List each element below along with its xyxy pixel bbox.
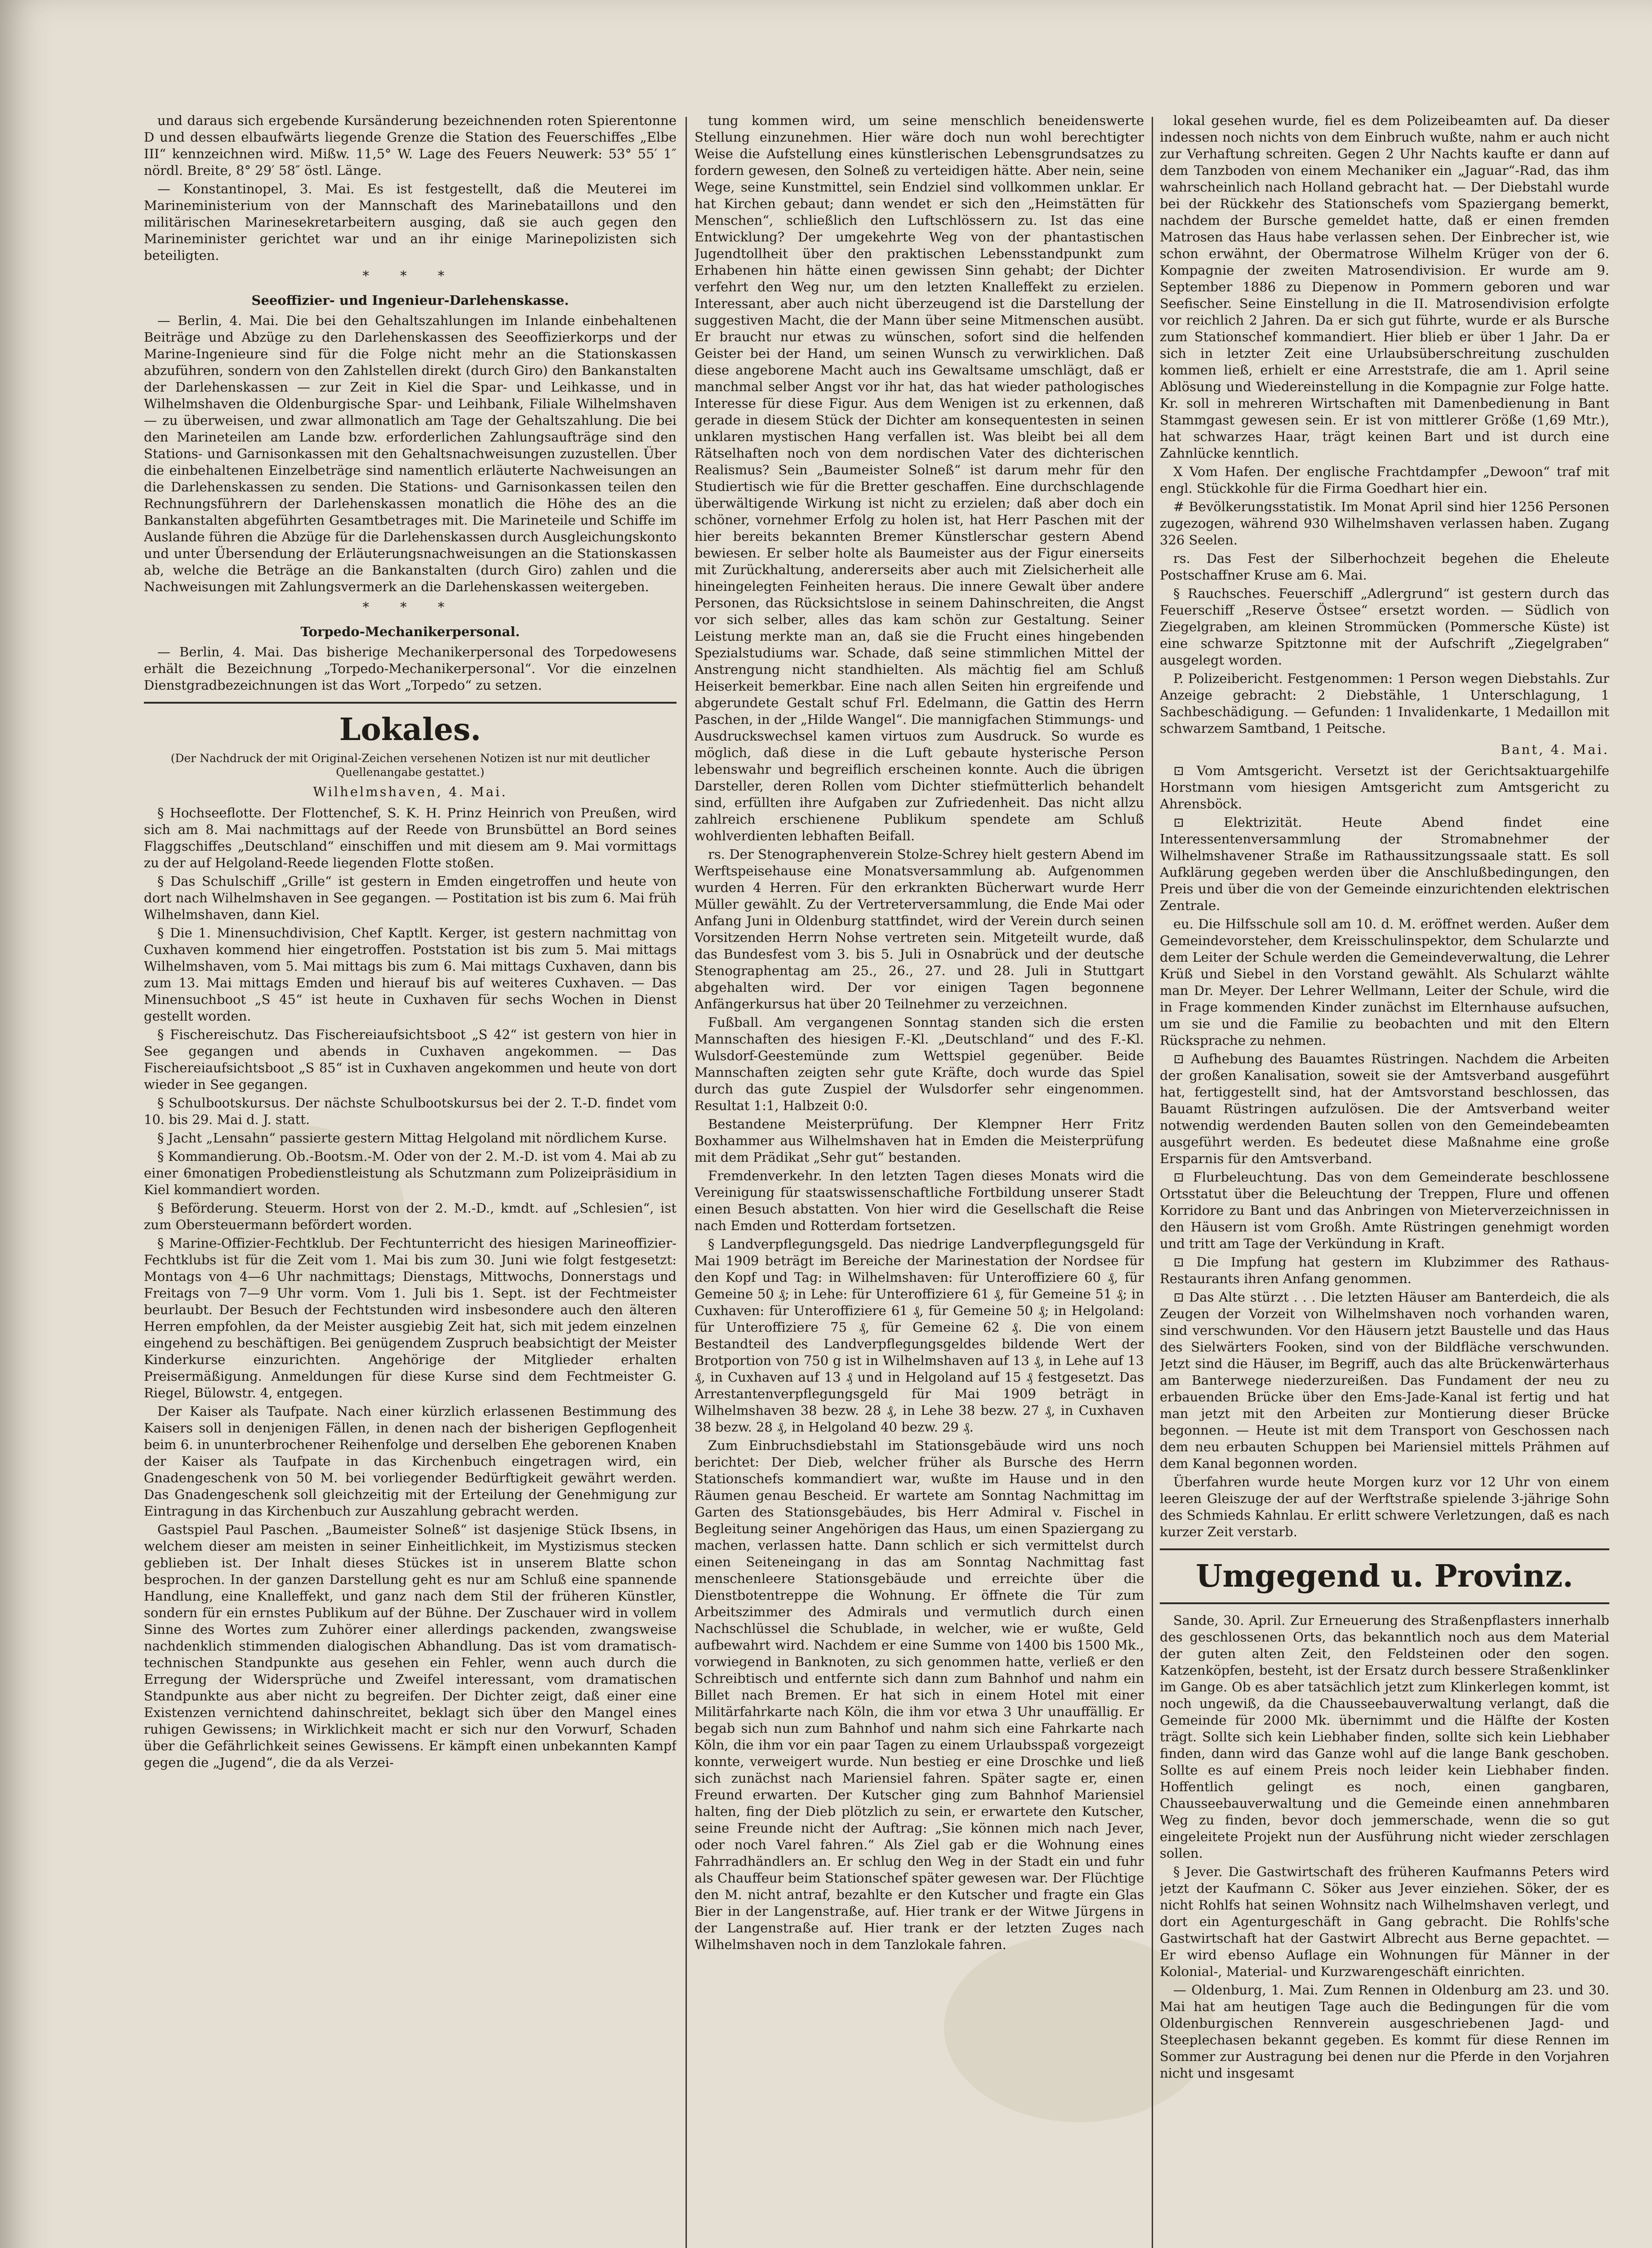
paragraph: lokal gesehen wurde, fiel es dem Polizeibeamten auf. Da dieser indessen noch nichts von dem Einbruch wußte, nahm er auch nicht zur Verhaftung schreiten. Gegen 2 Uhr Nachts kaufte er dann auf dem Tanzboden von einem Mechaniker ein „Jaguar“-Rad, das ihm wahrscheinlich nach Holland gebracht hat. — Der Diebstahl wurde bei der Rückkehr des Stationschefs vom Spaziergang bemerkt, nachdem der Bursche gemeldet hatte, daß er einen fremden Matrosen das Haus habe verlassen sehen. Der Einbrecher ist, wie schon erwähnt, der Obermatrose Wilhelm Krüger von der 6. Kompagnie der zweiten Matrosendivision. Er wurde am 9. September 1886 zu Diepenow in Pommern geboren und war Seefischer. Seine Einstellung in die II. Matrosendivision erfolgte vor reichlich 2 Jahren. Da er sich gut führte, wurde er als Bursche zum Stationschef kommandiert. Hier blieb er über 1 Jahr. Da er sich in letzter Zeit eine Urlaubsüberschreitung zuschulden kommen ließ, erhielt er eine Arreststrafe, die am 1. April seine Ablösung und Wiedereinstellung in die Kompagnie zur Folge hatte. Kr. soll in mehreren Wirtschaften mit Damenbedienung in Bant Stammgast gewesen sein. Er ist von mittlerer Größe (1,69 Mtr.), hat schwarzes Haar, trägt keinen Bart und ist durch eine Zahnlücke kenntlich. xyxy=(1160,113,1609,461)
paragraph: Fußball. Am vergangenen Sonntag standen sich die ersten Mannschaften des hiesigen F.-Kl. „Deutschland“ und des F.-Kl. Wulsdorf-Geestemünde zum Wettspiel gegenüber. Beide Mannschaften zeigten sehr gute Kräfte, doch wurde das Spiel durch das gute Zuspiel der Wulsdorfer sehr eingenommen. Resultat 1:1, Halbzeit 0:0. xyxy=(695,1015,1144,1113)
separator-stars: * * * xyxy=(362,599,458,615)
column-rule xyxy=(686,117,687,2248)
section-rule xyxy=(1160,1602,1609,1604)
section-heading: Torpedo-Mechanikerpersonal. xyxy=(300,624,520,639)
paragraph: Sande, 30. April. Zur Erneuerung des Straßenpflasters innerhalb des geschlossenen Orts, das bekanntlich noch aus dem Material der guten alten Zeit, den Feldsteinen oder den sogen. Katzenköpfen, besteht, ist der Ersatz durch bessere Straßenklinker im Gange. Ob es aber tatsächlich jetzt zum Klinkerlegen kommt, ist noch ungewiß, da die Chausseebauverwaltung verlangt, daß die Gemeinde für 2000 Mk. übernimmt und die Hälfte der Kosten trägt. Sollte sich kein Liebhaber finden, sollte sich kein Liebhaber finden, dann wird das Ganze wohl auf die lange Bank geschoben. Sollte es auf einem Preis noch leider kein Liebhaber finden. Hoffentlich gelingt es noch, einen gangbaren, Chausseebauverwaltung und die Gemeinde einen annehmbaren Weg zu finden, bevor doch jemmerschade, wenn die so gut eingeleitete Projekt nun der Ausführung nicht wieder zerschlagen sollen. xyxy=(1160,1613,1609,1861)
paragraph: § Kommandierung. Ob.-Bootsm.-M. Oder von der 2. M.-D. ist vom 4. Mai ab zu einer 6monatigen Probedienstleistung als Schutzmann zum Polizeipräsidium in Kiel kommandiert worden. xyxy=(144,1149,677,1197)
paragraph: ⊡ Die Impfung hat gestern im Klubzimmer des Rathaus-Restaurants ihren Anfang genommen. xyxy=(1160,1254,1609,1286)
paragraph: X Vom Hafen. Der englische Frachtdampfer „Dewoon“ traf mit engl. Stückkohle für die Firma Goedhart hier ein. xyxy=(1160,464,1609,496)
column-rule xyxy=(1152,117,1153,2248)
paragraph: — Konstantinopel, 3. Mai. Es ist festgestellt, daß die Meuterei im Marineministerium von der Mannschaft des Marinebataillons und den militärischen Marinesekretarbeitern ausging, daß sie auch gegen den Marineminister gerichtet war und an ihr einige Marinepolizisten sich beteiligten. xyxy=(144,181,677,263)
paragraph: ⊡ Elektrizität. Heute Abend findet eine Interessentenversammlung der Stromabnehmer der Wilhelmshavener Straße im Rathaussitzungssaale statt. Es soll Aufklärung gegeben werden über die Anschlußbedingungen, den Preis und über die von der Gemeinde einzurichtenden elektrischen Zentrale. xyxy=(1160,815,1609,913)
dateline: Wilhelmshaven, 4. Mai. xyxy=(313,784,508,799)
paragraph: tung kommen wird, um seine menschlich beneidenswerte Stellung einzunehmen. Hier wäre doch nun wohl berechtigter Weise die Aufstellung eines künstlerischen Lebensgrundsatzes zu fordern gewesen, den Solneß zu verteidigen hätte. Aber nein, seine Wege, seine Kunstmittel, sein Endziel sind vollkommen unklar. Er hat Kirchen gebaut; dann wendet er sich den „Heimstätten für Menschen“, schließlich den Luftschlössern zu. Ist das eine Entwicklung? Der umgekehrte Weg von der phantastischen Jugendtollheit über den praktischen Lebensstandpunkt zum Erhabenen hin hätte einen gewissen Sinn gehabt; der Dichter verfehrt den Weg nur, um den letzten Knalleffekt zu erzielen. Interessant, aber auch nicht überzeugend ist die Darstellung der suggestiven Macht, die der Mann über seine Mitmenschen ausübt. Er braucht nur etwas zu wünschen, sofort sind die helfenden Geister bei der Hand, um seinen Wunsch zu verwirklichen. Daß diese angeborene Macht auch ins Gewaltsame umschlägt, daß er manchmal selber Angst vor ihr hat, das hat wieder pathologisches Interesse für diese Figur. Aus dem Wenigen ist zu erkennen, daß gerade in diesem Stück der Dichter am konsequentesten in seinen unklaren mystischen Hang verfallen ist. Was bleibt bei all dem Rätselhaften noch von dem nordischen Vater des dichterischen Realismus? Sein „Baumeister Solneß“ ist darum mehr für den Studiertisch wie für die Bretter geschaffen. Eine durchschlagende überwältigende Wirkung ist nicht zu erzielen; daß aber doch ein schöner, vornehmer Erfolg zu holen ist, hat Herr Paschen mit der hier bereits bekannten Bremer Künstlerschar gestern Abend bewiesen. Er selber holte als Baumeister aus der Figur einerseits mit Zurückhaltung, andererseits aber auch mit Zielsicherheit alle hineingelegten Feinheiten heraus. Die innere Gewalt über andere Personen, das Rücksichtslose in seinem Dahinschreiten, die Angst vor sich selber, alles das kam schön zur Gestaltung. Seiner Leistung merkte man an, daß sie die Frucht eines hingebenden Spezialstudiums war. Schade, daß seine stimmlichen Mittel der Anstrengung nicht standhielten. Als mächtig fiel am Schluß Heiserkeit bemerkbar. Eine nach allen Seiten hin ergreifende und abgerundete Gestalt schuf Frl. Edelmann, die Gattin des Herrn Paschen, in der „Hilde Wangel“. Die mannigfachen Stimmungs- und Ausdruckswechsel kamen virtuos zum Ausdruck. So wurde es möglich, daß diese in die Luft gebaute hysterische Person lebenswahr und begreiflich erscheinen konnte. Auch die übrigen Darsteller, deren Rollen vom Dichter stiefmütterlich behandelt sind, erfüllten ihre Aufgaben zur Zufriedenheit. Das nicht allzu zahlreich erschienene Publikum spendete am Schluß wohlverdienten lebhaften Beifall. xyxy=(695,113,1144,843)
paragraph: rs. Das Fest der Silberhochzeit begehen die Eheleute Postschaffner Kruse am 6. Mai. xyxy=(1160,551,1609,583)
paragraph: Überfahren wurde heute Morgen kurz vor 12 Uhr von einem leeren Gleiszuge der auf der Werftstraße spielende 3-jährige Sohn des Schmieds Kahnlau. Er erlitt schwere Verletzungen, daß es nach kurzer Zeit verstarb. xyxy=(1160,1474,1609,1539)
paragraph: P. Polizeibericht. Festgenommen: 1 Person wegen Diebstahls. Zur Anzeige gebracht: 2 Diebstähle, 1 Unterschlagung, 1 Sachbeschädigung. — Gefunden: 1 Invalidenkarte, 1 Medaillon mit schwarzem Samtband, 1 Peitsche. xyxy=(1160,671,1609,736)
paragraph: eu. Die Hilfsschule soll am 10. d. M. eröffnet werden. Außer dem Gemeindevorsteher, dem Kreisschulinspektor, dem Schularzte und dem Leiter der Schule werden die Gemeindeverwaltung, die Lehrer Krüß und Siebel in den Vorstand gewählt. Als Schularzt wählte man Dr. Meyer. Der Lehrer Wellmann, Leiter der Schule, wird die in Frage kommenden Kinder zunächst im Elternhause aufsuchen, um sie und die Familie zu beobachten und mit den Eltern Rücksprache zu nehmen. xyxy=(1160,916,1609,1048)
column-2 xyxy=(695,112,1144,2248)
paragraph: ⊡ Aufhebung des Bauamtes Rüstringen. Nachdem die Arbeiten der großen Kanalisation, soweit sie der Amtsverband ausgeführt hat, fertiggestellt sind, hat der Amtsvorstand beschlossen, das Bauamt Rüstringen aufzulösen. Die der Amtsverband weiter notwendig werdenden Bauten sollen von den Gemeindebeamten ausgeführt werden. Es bedeutet diese Maßnahme eine große Ersparnis für den Amtsverband. xyxy=(1160,1051,1609,1166)
paragraph: § Beförderung. Steuerm. Horst von der 2. M.-D., kmdt. auf „Schlesien“, ist zum Obersteuermann befördert worden. xyxy=(144,1200,677,1232)
dateline: Bant, 4. Mai. xyxy=(1501,742,1609,757)
paragraph: § Rauchsches. Feuerschiff „Adlergrund“ ist gestern durch das Feuerschiff „Reserve Östsee“ ersetzt worden. — Südlich von Ziegelgraben, am kleinen Strommücken (Pommersche Küste) ist eine schwarze Spitztonne mit der Aufschrift „Ziegelgraben“ ausgelegt worden. xyxy=(1160,586,1609,668)
section-rule xyxy=(144,702,677,704)
paragraph: § Hochseeflotte. Der Flottenchef, S. K. H. Prinz Heinrich von Preußen, wird sich am 8. Mai nachmittags auf der Reede von Brunsbüttel an Bord seines Flaggschiffes „Deutschland“ einschiffen und mit diesem am 9. Mai vormittags zu der auf Helgoland-Reede liegenden Flotte stoßen. xyxy=(144,805,677,870)
lokales-heading: Lokales. xyxy=(339,712,481,748)
separator-stars: * * * xyxy=(362,268,458,283)
paragraph: Bestandene Meisterprüfung. Der Klempner Herr Fritz Boxhammer aus Wilhelmshaven hat in Emden die Meisterprüfung mit dem Prädikat „Sehr gut“ bestanden. xyxy=(695,1116,1144,1165)
paragraph: # Bevölkerungsstatistik. Im Monat April sind hier 1256 Personen zugezogen, während 930 Wilhelmshaven verlassen haben. Zugang 326 Seelen. xyxy=(1160,499,1609,548)
paragraph: Gastspiel Paul Paschen. „Baumeister Solneß“ ist dasjenige Stück Ibsens, in welchem dieser am meisten in seiner Einheitlichkeit, im Mystizismus stecken geblieben ist. Der Inhalt dieses Stückes ist in unserem Blatte schon besprochen. In der ganzen Darstellung geht es nur am Schluß eine spannende Handlung, eine Knalleffekt, und ganz nach dem Stil der früheren Künstler, sondern für ein ernstes Publikum auf der Bühne. Der Zuschauer wird in vollem Sinne des Wortes zum Zuhörer einer allerdings packenden, zwangsweise nachdenklich stimmenden dialogischen Abhandlung. Das ist vom dramatisch-technischen Standpunkte aus gesehen ein Fehler, wenn auch durch die Erregung der Widersprüche und Zweifel interessant, vom dramatischen Standpunkte aus aber nicht zu begreifen. Der Dichter zeigt, daß einer eine Existenzen vernichtend dahinschreitet, beklagt sich über den Mangel eines ruhigen Gewissens; in Wirklichkeit macht er sich nur den Vorwurf, Schaden über die Gefährlichkeit seines Gewissens. Er kämpft einen unbekannten Kampf gegen die „Jugend“, die da als Verzei- xyxy=(144,1522,677,1770)
paragraph: § Die 1. Minensuchdivision, Chef Kaptlt. Kerger, ist gestern nachmittag von Cuxhaven kommend hier eingetroffen. Poststation ist bis zum 5. Mai mittags Wilhelmshaven, vom 5. Mai mittags bis zum 6. Mai mittags Cuxhaven, dann bis zum 13. Mai mittags Emden und hierauf bis auf weiteres Cuxhaven. — Das Minensuchboot „S 45“ ist heute in Cuxhaven für sechs Wochen in Dienst gestellt worden. xyxy=(144,925,677,1024)
section-heading: Seeoffizier- und Ingenieur-Darlehenskasse. xyxy=(251,293,569,308)
paragraph: § Schulbootskursus. Der nächste Schulbootskursus bei der 2. T.-D. findet vom 10. bis 29. Mai d. J. statt. xyxy=(144,1095,677,1127)
paragraph: Der Kaiser als Taufpate. Nach einer kürzlich erlassenen Bestimmung des Kaisers soll in denjenigen Fällen, in denen nach der bisherigen Gepflogenheit beim 6. in ununterbrochener Reihenfolge und derselben Ehe geborenen Knaben der Kaiser als Taufpate in das Kirchenbuch eingetragen wird, ein Gnadengeschenk von 50 M. bei vorliegender Bedürftigkeit gewährt werden. Das Gnadengeschenk soll gleichzeitig mit der Erteilung der Genehmigung zur Eintragung in das Kirchenbuch zur Auszahlung gebracht werden. xyxy=(144,1404,677,1519)
paragraph: — Berlin, 4. Mai. Die bei den Gehaltszahlungen im Inlande einbehaltenen Beiträge und Abzüge zu den Darlehenskassen des Seeoffizierkorps und der Marine-Ingenieure sind für die Folge nicht mehr an die Stationskassen abzuführen, sondern von den Zahlstellen direkt (durch Giro) den Bankanstalten der Darlehenskassen — zur Zeit in Kiel die Spar- und Leihkasse, und in Wilhelmshaven die Oldenburgische Spar- und Leihbank, Filiale Wilhelmshaven — zu überweisen, und zwar allmonatlich am Tage der Gehaltszahlung. Die bei den Marineteilen am Lande bzw. erforderlichen Zahlungsaufträge sind den Stations- und Garnisonkassen mit den Gehaltsnachweisungen zuzustellen. Über die einbehaltenen Einzelbeträge sind namentlich erläuterte Nachweisungen an die Darlehenskassen zu senden. Die Stations- und Garnisonkassen teilen den Rechnungsführern der Darlehenskassen monatlich die Höhe des an die Bankanstalten abgeführten Gesamtbetrages mit. Die Marineteile und Schiffe im Auslande führen die Abzüge für die Darlehenskassen durch Ausgleichungskonto und unter Übersendung der Erläuterungsnachweisungen an die Stationskassen ab, welche die Beträge an die Bankanstalten (durch Giro) zahlen und die Nachweisungen mit Zahlungsvermerk an die Darlehenskassen weitergeben. xyxy=(144,313,677,594)
umgegend-heading: Umgegend u. Provinz. xyxy=(1196,1558,1573,1594)
paragraph: ⊡ Vom Amtsgericht. Versetzt ist der Gerichtsaktuargehilfe Horstmann vom hiesigen Amtsgericht zum Amtsgericht zu Ahrensböck. xyxy=(1160,763,1609,812)
section-rule xyxy=(1160,1548,1609,1550)
paragraph: Fremdenverkehr. In den letzten Tagen dieses Monats wird die Vereinigung für staatswissenschaftliche Fortbildung unserer Stadt einen Besuch abstatten. Von hier wird die Gesellschaft die Reise nach Emden und Rotterdam fortsetzen. xyxy=(695,1168,1144,1233)
paragraph: ⊡ Flurbeleuchtung. Das von dem Gemeinderate beschlossene Ortsstatut über die Beleuchtung der Treppen, Flure und offenen Korridore zu Bant und das Anbringen von Mieterverzeichnissen in den Häusern ist vom Großh. Amte Rüstringen genehmigt worden und tritt am Tage der Verkündung in Kraft. xyxy=(1160,1169,1609,1251)
column-3 xyxy=(1160,112,1609,2248)
paragraph: — Oldenburg, 1. Mai. Zum Rennen in Oldenburg am 23. und 30. Mai hat am heutigen Tage auch die Bedingungen für die vom Oldenburgischen Rennverein ausgeschriebenen Jagd- und Steeplechasen bekannt gegeben. Es kommt für diese Rennen im Sommer zur Austragung bei denen nur die Pferde in den Vorjahren nicht und insgesamt xyxy=(1160,1982,1609,2081)
paragraph: Zum Einbruchsdiebstahl im Stationsgebäude wird uns noch berichtet: Der Dieb, welcher früher als Bursche des Herrn Stationschefs kommandiert war, wußte im Hause und in den Räumen genau Bescheid. Er wartete am Sonntag Nachmittag im Garten des Stationsgebäudes, bis Herr Admiral v. Fischel in Begleitung seiner Angehörigen das Haus, um einen Spaziergang zu machen, verlassen hatte. Dann schlich er sich vermittelst durch einen Seiteneingang in das am Sonntag Nachmittag fast menschenleere Stationsgebäude und erreichte über die Dienstbotentreppe die Wohnung. Er öffnete die Tür zum Arbeitszimmer des Admirals und vermutlich durch einen Nachschlüssel die Schublade, in welcher, wie er wußte, Geld aufbewahrt wird. Nachdem er eine Summe von 1400 bis 1500 Mk., vorwiegend in Banknoten, zu sich genommen hatte, verließ er den Schreibtisch und entfernte sich dann zum Bahnhof und nahm ein Billet nach Bremen. Er hat sich in einem Hotel mit einer Militärfahrkarte nach Köln, die ihm vor etwa 3 Uhr unauffällig. Er begab sich nun zum Bahnhof und nahm sich eine Fahrkarte nach Köln, die ihm vor ein paar Tagen zu einem Urlaubsspaß vorgezeigt konnte, verweigert wurde. Nun bestieg er eine Droschke und ließ sich zunächst nach Mariensiel fahren. Später sagte er, einen Freund erwarten. Der Kutscher ging zum Bahnhof Mariensiel halten, fing der Dieb plötzlich zu sein, er erwartete den Kutscher, seine Freunde nicht der Auftrag: „Sie können mich nach Jever, oder noch Varel fahren.“ Als Ziel gab er die Wohnung eines Fahrradhändlers an. Er schlug den Weg in der Stadt ein und fuhr als Chauffeur beim Stationschef später gewesen war. Der Flüchtige den M. nicht antraf, bezahlte er den Kutscher und fragte ein Glas Bier in der Langenstraße, auf. Hier trank er der Witwe Jürgens in der Langenstraße auf. Hier trank er der letzten Zuges nach Wilhelmshaven noch in dem Tanzlokale fahren. xyxy=(695,1438,1144,1952)
reprint-note: (Der Nachdruck der mit Original-Zeichen versehenen Notizen ist nur mit deutlicher Quellenangabe gestattet.) xyxy=(170,752,650,779)
paragraph: und daraus sich ergebende Kursänderung bezeichnenden roten Spierentonne D und dessen elbaufwärts liegende Grenze die Station des Feuerschiffes „Elbe III“ kennzeichnen wird. Mißw. 11,5° W. Lage des Feuers Neuwerk: 53° 55′ 1″ nördl. Breite, 8° 29′ 58″ östl. Länge. xyxy=(144,113,677,178)
paragraph: § Fischereischutz. Das Fischereiaufsichtsboot „S 42“ ist gestern von hier in See gegangen und abends in Cuxhaven angekommen. — Das Fischereiaufsichtsboot „S 85“ ist in Cuxhaven angekommen und heute von dort wieder in See gegangen. xyxy=(144,1027,677,1092)
paragraph: ⊡ Das Alte stürzt . . . Die letzten Häuser am Banterdeich, die als Zeugen der Vorzeit von Wilhelmshaven noch vorhanden waren, sind verschwunden. Vor den Häusern jetzt Baustelle und das Haus des Sielwärters Fooken, sind von der Bildfläche verschwunden. Jetzt sind die Häuser, im Begriff, auch das alte Brückenwärterhaus am Banterwege niederzureißen. Das Fundament der neu zu erbauenden Brücke über den Ems-Jade-Kanal ist fertig und hat man jetzt mit den Arbeiten zur Montierung dieser Brücke begonnen. — Heute ist mit dem Transport von Geschossen nach dem neu erbauten Schuppen bei Mariensiel mittels Prähmen auf dem Kanal begonnen worden. xyxy=(1160,1289,1609,1471)
paragraph: § Jever. Die Gastwirtschaft des früheren Kaufmanns Peters wird jetzt der Kaufmann C. Söker aus Jever einziehen. Söker, der es nicht Rohlfs hat seinen Wohnsitz nach Wilhelmshaven verlegt, und dort ein Agenturgeschäft in Gang gebracht. Die Rohlfs'sche Gastwirtschaft hat der Gastwirt Albrecht aus Berne gepachtet. — Er wird ebenso Auflage ein Wohnungen für Männer in der Kolonial-, Material- und Kurzwarengeschäft einrichten. xyxy=(1160,1864,1609,1979)
paragraph: § Das Schulschiff „Grille“ ist gestern in Emden eingetroffen und heute von dort nach Wilhelmshaven in See gegangen. — Postitation ist bis zum 6. Mai früh Wilhelmshaven, dann Kiel. xyxy=(144,874,677,922)
paragraph: § Landverpflegungsgeld. Das niedrige Landverpflegungsgeld für Mai 1909 beträgt im Bereiche der Marinestation der Nordsee für den Kopf und Tag: in Wilhelmshaven: für Unteroffiziere 60 ₰, für Gemeine 50 ₰; in Lehe: für Unteroffiziere 61 ₰, für Gemeine 51 ₰; in Cuxhaven: für Unteroffiziere 61 ₰, für Gemeine 50 ₰; in Helgoland: für Unteroffiziere 75 ₰, für Gemeine 62 ₰. Die von einem Bestandteil des Landverpflegungsgeldes bildende Wert der Brotportion von 750 g ist in Wilhelmshaven auf 13 ₰, in Lehe auf 13 ₰, in Cuxhaven auf 13 ₰ und in Helgoland auf 15 ₰ festgesetzt. Das Arrestantenverpflegungsgeld für Mai 1909 beträgt in Wilhelmshaven 38 bezw. 28 ₰, in Lehe 38 bezw. 27 ₰, in Cuxhaven 38 bezw. 28 ₰, in Helgoland 40 bezw. 29 ₰. xyxy=(695,1236,1144,1435)
paragraph: § Jacht „Lensahn“ passierte gestern Mittag Helgoland mit nördlichem Kurse. xyxy=(157,1130,667,1146)
paragraph: rs. Der Stenographenverein Stolze-Schrey hielt gestern Abend im Werftspeisehause eine Monatsversammlung ab. Aufgenommen wurden 4 Herren. Für den erkrankten Bücherwart wurde Herr Müller gewählt. Zu der Vertreterversammlung, die Ende Mai oder Anfang Juni in Oldenburg stattfindet, wird der Verein durch seinen Vorsitzenden Herrn Nohse vertreten sein. Mitgeteilt wurde, daß das Bundesfest vom 3. bis 5. Juli in Osnabrück und der deutsche Stenographentag am 25., 26., 27. und 28. Juli in Stuttgart abgehalten wird. Der vor einigen Tagen begonnene Anfängerkursus hat über 20 Teilnehmer zu verzeichnen. xyxy=(695,847,1144,1012)
column-1 xyxy=(144,112,677,2248)
paragraph: § Marine-Offizier-Fechtklub. Der Fechtunterricht des hiesigen Marineoffizier-Fechtklubs ist für die Zeit vom 1. Mai bis zum 30. Juni wie folgt festgesetzt: Montags von 4—6 Uhr nachmittags; Dienstags, Mittwochs, Donnerstags und Freitags von 7—9 Uhr vorm. Vom 1. Juli bis 1. Sept. ist der Fechtmeister beurlaubt. Der Besuch der Fechtstunden wird insbesondere auch den älteren Herren empfohlen, da der Meister ausgiebig Zeit hat, sich mit jedem einzelnen eingehend zu beschäftigen. Bei genügendem Zuspruch beabsichtigt der Meister Kinderkurse einzurichten. Angehörige der Mitglieder erhalten Preisermäßigung. Anmeldungen für diese Kurse sind dem Fechtmeister G. Riegel, Bülowstr. 4, entgegen. xyxy=(144,1236,677,1401)
paragraph: — Berlin, 4. Mai. Das bisherige Mechanikerpersonal des Torpedowesens erhält die Bezeichnung „Torpedo-Mechanikerpersonal“. Vor die einzelnen Dienstgradbezeichnungen ist das Wort „Torpedo“ zu setzen. xyxy=(144,644,677,693)
